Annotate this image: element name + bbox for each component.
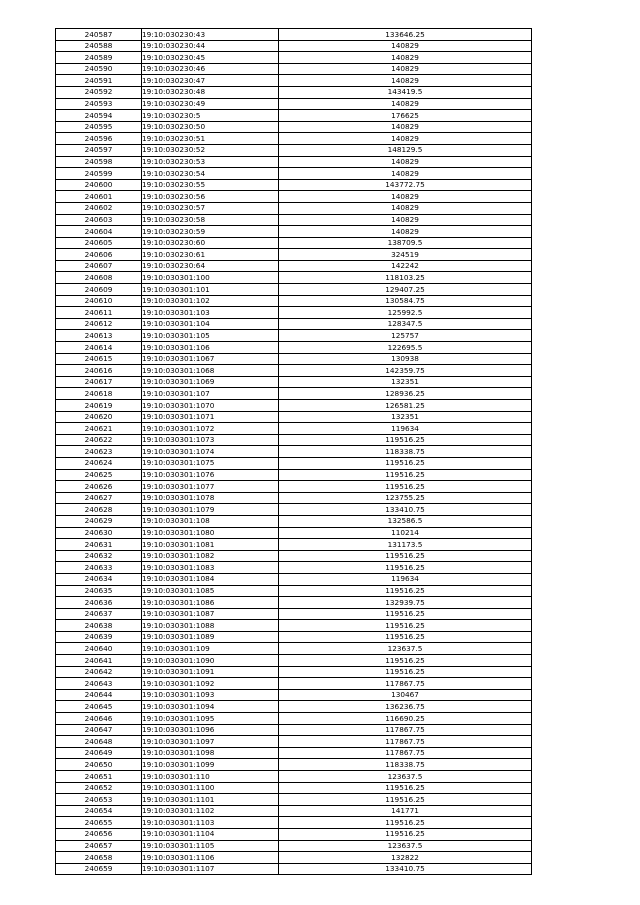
cadastral-value-cell: 142359.75 [279,365,532,377]
cadastral-value-cell: 123755.25 [279,492,532,504]
row-number-cell: 240587 [56,29,142,41]
table-row [56,365,532,377]
table-row [56,492,532,504]
cadastral-number-cell: 19:10:030301:1088 [142,620,279,632]
cadastral-number-cell: 19:10:030301:102 [142,295,279,307]
table-row [56,388,532,400]
row-number-cell: 240621 [56,423,142,435]
cadastral-number-cell: 19:10:030301:1103 [142,817,279,829]
cadastral-value-cell: 133410.75 [279,863,532,875]
table-row [56,29,532,41]
cadastral-value-cell: 140829 [279,168,532,180]
cadastral-value-cell: 117867.75 [279,736,532,748]
table-row [56,191,532,203]
cadastral-value-cell: 131173.5 [279,539,532,551]
table-row [56,701,532,713]
row-number-cell: 240615 [56,353,142,365]
cadastral-number-cell: 19:10:030301:1087 [142,608,279,620]
row-number-cell: 240655 [56,817,142,829]
cadastral-value-cell: 123637.5 [279,771,532,783]
cadastral-number-cell: 19:10:030301:1082 [142,550,279,562]
row-number-cell: 240597 [56,144,142,156]
table-row [56,179,532,191]
row-number-cell: 240653 [56,794,142,806]
table-row [56,828,532,840]
row-number-cell: 240594 [56,110,142,122]
table-row [56,724,532,736]
cadastral-number-cell: 19:10:030301:1079 [142,504,279,516]
cadastral-value-cell: 140829 [279,63,532,75]
table-row [56,620,532,632]
table-row [56,840,532,852]
row-number-cell: 240590 [56,63,142,75]
cadastral-number-cell: 19:10:030301:108 [142,515,279,527]
cadastral-value-cell: 128936.25 [279,388,532,400]
table-row [56,376,532,388]
cadastral-value-cell: 133646.25 [279,29,532,41]
cadastral-value-cell: 119516.25 [279,782,532,794]
table-row [56,156,532,168]
row-number-cell: 240641 [56,655,142,667]
row-number-cell: 240628 [56,504,142,516]
row-number-cell: 240624 [56,457,142,469]
row-number-cell: 240630 [56,527,142,539]
cadastral-value-cell: 129407.25 [279,284,532,296]
row-number-cell: 240595 [56,121,142,133]
row-number-cell: 240652 [56,782,142,794]
row-number-cell: 240637 [56,608,142,620]
row-number-cell: 240604 [56,226,142,238]
row-number-cell: 240622 [56,434,142,446]
cadastral-number-cell: 19:10:030301:1083 [142,562,279,574]
row-number-cell: 240656 [56,828,142,840]
row-number-cell: 240634 [56,573,142,585]
table-row [56,168,532,180]
cadastral-number-cell: 19:10:030230:57 [142,202,279,214]
cadastral-value-cell: 119516.25 [279,620,532,632]
cadastral-number-cell: 19:10:030301:1075 [142,457,279,469]
cadastral-number-cell: 19:10:030230:59 [142,226,279,238]
cadastral-number-cell: 19:10:030301:1107 [142,863,279,875]
cadastral-number-cell: 19:10:030301:1070 [142,400,279,412]
cadastral-number-cell: 19:10:030230:50 [142,121,279,133]
row-number-cell: 240640 [56,643,142,655]
row-number-cell: 240619 [56,400,142,412]
cadastral-value-cell: 119634 [279,423,532,435]
row-number-cell: 240616 [56,365,142,377]
row-number-cell: 240633 [56,562,142,574]
table-row [56,295,532,307]
row-number-cell: 240651 [56,771,142,783]
table-row [56,434,532,446]
cadastral-value-cell: 119516.25 [279,457,532,469]
cadastral-value-cell: 119516.25 [279,585,532,597]
row-number-cell: 240608 [56,272,142,284]
cadastral-number-cell: 19:10:030301:1096 [142,724,279,736]
row-number-cell: 240646 [56,713,142,725]
table-row [56,86,532,98]
cadastral-value-cell: 116690.25 [279,713,532,725]
cadastral-value-cell: 140829 [279,191,532,203]
cadastral-number-cell: 19:10:030230:51 [142,133,279,145]
table-row [56,527,532,539]
cadastral-value-cell: 119516.25 [279,481,532,493]
row-number-cell: 240609 [56,284,142,296]
row-number-cell: 240645 [56,701,142,713]
cadastral-value-cell: 132351 [279,411,532,423]
cadastral-number-cell: 19:10:030301:106 [142,342,279,354]
cadastral-value-cell: 130938 [279,353,532,365]
cadastral-value-cell: 119516.25 [279,828,532,840]
cadastral-value-cell: 119516.25 [279,817,532,829]
table-row [56,144,532,156]
row-number-cell: 240654 [56,805,142,817]
table-row [56,805,532,817]
cadastral-value-cell: 140829 [279,98,532,110]
cadastral-number-cell: 19:10:030301:1084 [142,573,279,585]
cadastral-number-cell: 19:10:030230:53 [142,156,279,168]
row-number-cell: 240599 [56,168,142,180]
cadastral-number-cell: 19:10:030230:49 [142,98,279,110]
table-row [56,121,532,133]
cadastral-value-cell: 140829 [279,156,532,168]
table-row [56,585,532,597]
row-number-cell: 240629 [56,515,142,527]
cadastral-value-cell: 118103.25 [279,272,532,284]
cadastral-number-cell: 19:10:030301:100 [142,272,279,284]
table-row [56,330,532,342]
table-row [56,411,532,423]
cadastral-number-cell: 19:10:030301:1104 [142,828,279,840]
cadastral-value-cell: 130467 [279,689,532,701]
cadastral-number-cell: 19:10:030301:110 [142,771,279,783]
row-number-cell: 240589 [56,52,142,64]
table-row [56,631,532,643]
row-number-cell: 240614 [56,342,142,354]
cadastral-number-cell: 19:10:030301:1071 [142,411,279,423]
row-number-cell: 240607 [56,260,142,272]
cadastral-number-cell: 19:10:030301:1067 [142,353,279,365]
row-number-cell: 240638 [56,620,142,632]
row-number-cell: 240598 [56,156,142,168]
cadastral-value-cell: 119516.25 [279,794,532,806]
cadastral-number-cell: 19:10:030230:46 [142,63,279,75]
table-row [56,759,532,771]
row-number-cell: 240659 [56,863,142,875]
row-number-cell: 240647 [56,724,142,736]
cadastral-number-cell: 19:10:030301:1106 [142,852,279,864]
cadastral-number-cell: 19:10:030230:61 [142,249,279,261]
cadastral-number-cell: 19:10:030301:1095 [142,713,279,725]
table-row [56,597,532,609]
cadastral-number-cell: 19:10:030301:1078 [142,492,279,504]
cadastral-number-cell: 19:10:030230:5 [142,110,279,122]
row-number-cell: 240610 [56,295,142,307]
cadastral-number-cell: 19:10:030301:1076 [142,469,279,481]
table-row [56,782,532,794]
cadastral-value-cell: 132351 [279,376,532,388]
row-number-cell: 240649 [56,747,142,759]
cadastral-number-cell: 19:10:030301:1077 [142,481,279,493]
cadastral-value-cell: 140829 [279,40,532,52]
row-number-cell: 240617 [56,376,142,388]
table-row [56,423,532,435]
cadastral-number-cell: 19:10:030301:103 [142,307,279,319]
table-row [56,457,532,469]
row-number-cell: 240625 [56,469,142,481]
cadastral-number-cell: 19:10:030230:52 [142,144,279,156]
table-row [56,469,532,481]
table-row [56,202,532,214]
cadastral-value-cell: 119516.25 [279,655,532,667]
table-row [56,504,532,516]
cadastral-value-cell: 138709.5 [279,237,532,249]
cadastral-value-cell: 140829 [279,121,532,133]
cadastral-number-cell: 19:10:030301:1092 [142,678,279,690]
row-number-cell: 240611 [56,307,142,319]
cadastral-value-cell: 136236.75 [279,701,532,713]
cadastral-value-cell: 140829 [279,214,532,226]
cadastral-number-cell: 19:10:030301:1074 [142,446,279,458]
cadastral-value-table [55,28,532,875]
cadastral-number-cell: 19:10:030301:1102 [142,805,279,817]
table-row [56,110,532,122]
row-number-cell: 240605 [56,237,142,249]
table-row [56,747,532,759]
row-number-cell: 240658 [56,852,142,864]
table-row [56,481,532,493]
table-row [56,75,532,87]
cadastral-value-cell: 119516.25 [279,434,532,446]
table-row [56,643,532,655]
row-number-cell: 240650 [56,759,142,771]
cadastral-value-cell: 125992.5 [279,307,532,319]
cadastral-value-cell: 141771 [279,805,532,817]
cadastral-value-cell: 132822 [279,852,532,864]
table-row [56,342,532,354]
row-number-cell: 240648 [56,736,142,748]
cadastral-number-cell: 19:10:030301:1099 [142,759,279,771]
cadastral-value-cell: 117867.75 [279,724,532,736]
cadastral-value-cell: 130584.75 [279,295,532,307]
row-number-cell: 240642 [56,666,142,678]
row-number-cell: 240643 [56,678,142,690]
cadastral-number-cell: 19:10:030301:1086 [142,597,279,609]
row-number-cell: 240592 [56,86,142,98]
table-row [56,353,532,365]
cadastral-value-cell: 119634 [279,573,532,585]
cadastral-number-cell: 19:10:030301:1073 [142,434,279,446]
cadastral-number-cell: 19:10:030301:1080 [142,527,279,539]
table-row [56,666,532,678]
row-number-cell: 240644 [56,689,142,701]
table-body [56,29,532,875]
cadastral-value-cell: 118338.75 [279,759,532,771]
cadastral-value-cell: 128347.5 [279,318,532,330]
cadastral-number-cell: 19:10:030301:1090 [142,655,279,667]
table-row [56,539,532,551]
cadastral-number-cell: 19:10:030301:104 [142,318,279,330]
cadastral-number-cell: 19:10:030301:1072 [142,423,279,435]
cadastral-number-cell: 19:10:030230:45 [142,52,279,64]
table-row [56,852,532,864]
row-number-cell: 240593 [56,98,142,110]
row-number-cell: 240591 [56,75,142,87]
cadastral-value-cell: 140829 [279,75,532,87]
cadastral-value-cell: 119516.25 [279,469,532,481]
cadastral-value-cell: 126581.25 [279,400,532,412]
table-row [56,863,532,875]
row-number-cell: 240603 [56,214,142,226]
cadastral-value-cell: 324519 [279,249,532,261]
cadastral-number-cell: 19:10:030301:1101 [142,794,279,806]
table-row [56,98,532,110]
cadastral-value-cell: 176625 [279,110,532,122]
cadastral-number-cell: 19:10:030230:56 [142,191,279,203]
cadastral-number-cell: 19:10:030230:60 [142,237,279,249]
row-number-cell: 240596 [56,133,142,145]
table-row [56,133,532,145]
table-row [56,817,532,829]
cadastral-number-cell: 19:10:030301:107 [142,388,279,400]
table-row [56,736,532,748]
table-row [56,515,532,527]
cadastral-value-cell: 122695.5 [279,342,532,354]
row-number-cell: 240613 [56,330,142,342]
cadastral-number-cell: 19:10:030301:1068 [142,365,279,377]
cadastral-number-cell: 19:10:030230:58 [142,214,279,226]
cadastral-number-cell: 19:10:030301:1100 [142,782,279,794]
cadastral-value-cell: 118338.75 [279,446,532,458]
cadastral-value-cell: 119516.25 [279,631,532,643]
table-row [56,446,532,458]
cadastral-number-cell: 19:10:030301:1105 [142,840,279,852]
cadastral-value-cell: 119516.25 [279,608,532,620]
cadastral-value-cell: 119516.25 [279,550,532,562]
row-number-cell: 240623 [56,446,142,458]
cadastral-number-cell: 19:10:030301:109 [142,643,279,655]
cadastral-value-cell: 140829 [279,52,532,64]
table-row [56,226,532,238]
row-number-cell: 240620 [56,411,142,423]
cadastral-number-cell: 19:10:030301:1085 [142,585,279,597]
cadastral-value-cell: 132939.75 [279,597,532,609]
row-number-cell: 240612 [56,318,142,330]
table-row [56,284,532,296]
row-number-cell: 240627 [56,492,142,504]
table-row [56,260,532,272]
cadastral-value-cell: 142242 [279,260,532,272]
row-number-cell: 240602 [56,202,142,214]
cadastral-number-cell: 19:10:030230:54 [142,168,279,180]
cadastral-value-cell: 119516.25 [279,666,532,678]
table-row [56,52,532,64]
table-row [56,713,532,725]
cadastral-value-cell: 133410.75 [279,504,532,516]
cadastral-number-cell: 19:10:030301:1093 [142,689,279,701]
cadastral-value-cell: 123637.5 [279,643,532,655]
table-row [56,307,532,319]
cadastral-number-cell: 19:10:030230:64 [142,260,279,272]
cadastral-number-cell: 19:10:030230:43 [142,29,279,41]
cadastral-number-cell: 19:10:030301:1098 [142,747,279,759]
row-number-cell: 240600 [56,179,142,191]
table-row [56,214,532,226]
cadastral-number-cell: 19:10:030230:48 [142,86,279,98]
cadastral-number-cell: 19:10:030301:1081 [142,539,279,551]
row-number-cell: 240635 [56,585,142,597]
table-row [56,272,532,284]
row-number-cell: 240631 [56,539,142,551]
cadastral-number-cell: 19:10:030301:1091 [142,666,279,678]
cadastral-value-cell: 143419.5 [279,86,532,98]
row-number-cell: 240657 [56,840,142,852]
table-row [56,40,532,52]
cadastral-number-cell: 19:10:030230:44 [142,40,279,52]
table-row [56,678,532,690]
cadastral-value-cell: 125757 [279,330,532,342]
row-number-cell: 240618 [56,388,142,400]
cadastral-value-cell: 117867.75 [279,747,532,759]
table-row [56,249,532,261]
table-row [56,689,532,701]
table-row [56,237,532,249]
cadastral-number-cell: 19:10:030301:1069 [142,376,279,388]
cadastral-number-cell: 19:10:030301:1097 [142,736,279,748]
cadastral-value-cell: 140829 [279,202,532,214]
cadastral-value-cell: 123637.5 [279,840,532,852]
row-number-cell: 240588 [56,40,142,52]
cadastral-value-cell: 140829 [279,133,532,145]
cadastral-value-cell: 119516.25 [279,562,532,574]
table-row [56,400,532,412]
cadastral-number-cell: 19:10:030301:105 [142,330,279,342]
cadastral-number-cell: 19:10:030230:47 [142,75,279,87]
row-number-cell: 240626 [56,481,142,493]
cadastral-value-cell: 143772.75 [279,179,532,191]
table-row [56,573,532,585]
row-number-cell: 240601 [56,191,142,203]
table-row [56,771,532,783]
table-row [56,608,532,620]
cadastral-number-cell: 19:10:030230:55 [142,179,279,191]
row-number-cell: 240639 [56,631,142,643]
table-row [56,562,532,574]
row-number-cell: 240606 [56,249,142,261]
cadastral-number-cell: 19:10:030301:1094 [142,701,279,713]
table-row [56,318,532,330]
table-row [56,655,532,667]
row-number-cell: 240636 [56,597,142,609]
cadastral-number-cell: 19:10:030301:101 [142,284,279,296]
cadastral-value-cell: 117867.75 [279,678,532,690]
cadastral-value-cell: 110214 [279,527,532,539]
table-row [56,550,532,562]
cadastral-number-cell: 19:10:030301:1089 [142,631,279,643]
cadastral-value-cell: 148129.5 [279,144,532,156]
table-row [56,794,532,806]
cadastral-value-cell: 132586.5 [279,515,532,527]
row-number-cell: 240632 [56,550,142,562]
table-row [56,63,532,75]
cadastral-value-cell: 140829 [279,226,532,238]
